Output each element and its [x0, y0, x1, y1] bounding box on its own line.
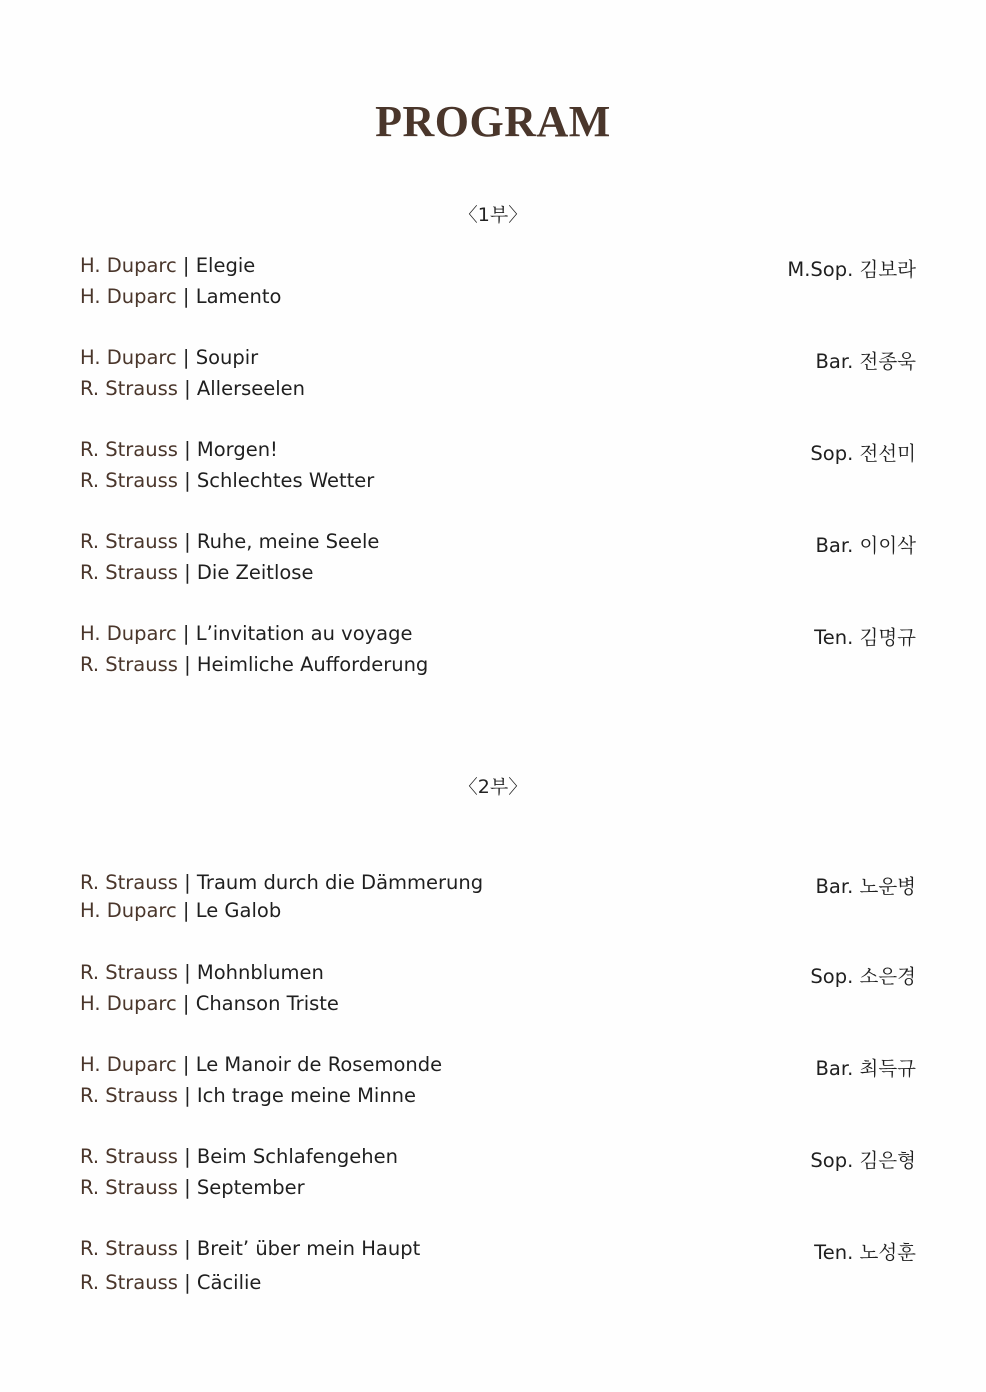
- piece-title: Schlechtes Wetter: [196, 469, 375, 492]
- program-item: [80, 1271, 916, 1301]
- program-item: [80, 254, 916, 284]
- separator: |: [177, 1176, 197, 1199]
- piece-entry: [80, 1237, 420, 1260]
- performer-name: Bar. 노운병: [815, 875, 916, 898]
- page-title: PROGRAM: [375, 97, 611, 146]
- program-item: [80, 899, 916, 929]
- piece-title: Morgen!: [196, 438, 278, 461]
- performer-name: Bar. 전종욱: [815, 350, 916, 373]
- composer-name: R. Strauss: [80, 561, 178, 584]
- piece-entry: [80, 346, 258, 369]
- piece-entry: [80, 1145, 398, 1168]
- separator: |: [177, 871, 197, 894]
- composer-name: H. Duparc: [80, 1053, 177, 1076]
- piece-title: Cäcilie: [196, 1271, 262, 1294]
- piece-entry: [80, 1271, 261, 1294]
- separator: |: [177, 438, 197, 461]
- piece-title: Ruhe, meine Seele: [196, 530, 380, 553]
- piece-title: Chanson Triste: [195, 992, 339, 1015]
- separator: |: [176, 254, 196, 277]
- program-item: [80, 622, 916, 652]
- composer-name: H. Duparc: [80, 992, 177, 1015]
- piece-entry: [80, 1176, 305, 1199]
- performer-name: Ten. 노성훈: [814, 1241, 916, 1264]
- composer-name: R. Strauss: [80, 871, 178, 894]
- separator: |: [177, 1237, 197, 1260]
- composer-name: R. Strauss: [80, 1084, 178, 1107]
- separator: |: [177, 961, 197, 984]
- program-item: [80, 377, 916, 407]
- composer-name: H. Duparc: [80, 622, 177, 645]
- piece-title: Le Manoir de Rosemonde: [195, 1053, 443, 1076]
- piece-entry: [80, 285, 281, 308]
- composer-name: R. Strauss: [80, 1237, 178, 1260]
- separator: |: [177, 1084, 197, 1107]
- piece-entry: [80, 871, 483, 894]
- piece-title: Mohnblumen: [196, 961, 324, 984]
- composer-name: H. Duparc: [80, 285, 177, 308]
- composer-name: R. Strauss: [80, 961, 178, 984]
- performer-name: Sop. 소은경: [810, 965, 916, 988]
- piece-title: Heimliche Aufforderung: [196, 653, 429, 676]
- piece-entry: [80, 899, 281, 922]
- part-2-title: 〈2부〉: [458, 776, 528, 798]
- program-item: [80, 346, 916, 376]
- separator: |: [176, 346, 196, 369]
- separator: |: [177, 653, 197, 676]
- piece-entry: [80, 254, 255, 277]
- piece-title: Elegie: [195, 254, 256, 277]
- piece-title: L’invitation au voyage: [195, 622, 413, 645]
- program-item: [80, 1237, 916, 1267]
- program-item: [80, 961, 916, 991]
- program-item: [80, 285, 916, 315]
- composer-name: H. Duparc: [80, 346, 177, 369]
- piece-title: Le Galob: [195, 899, 282, 922]
- separator: |: [177, 1271, 197, 1294]
- separator: |: [177, 530, 197, 553]
- separator: |: [176, 899, 196, 922]
- program-item: [80, 1053, 916, 1083]
- composer-name: R. Strauss: [80, 1271, 178, 1294]
- program-item: [80, 1084, 916, 1114]
- separator: |: [177, 469, 197, 492]
- piece-title: Lamento: [195, 285, 282, 308]
- composer-name: R. Strauss: [80, 1145, 178, 1168]
- piece-entry: [80, 1084, 416, 1107]
- program-item: [80, 469, 916, 499]
- separator: |: [177, 377, 197, 400]
- separator: |: [176, 622, 196, 645]
- piece-entry: [80, 1053, 442, 1076]
- separator: |: [177, 561, 197, 584]
- program-item: [80, 871, 916, 901]
- composer-name: R. Strauss: [80, 530, 178, 553]
- part-1-title: 〈1부〉: [458, 204, 528, 226]
- program-item: [80, 1176, 916, 1206]
- piece-title: September: [196, 1176, 305, 1199]
- program-item: [80, 438, 916, 468]
- piece-title: Allerseelen: [196, 377, 306, 400]
- performer-name: Bar. 이이삭: [815, 534, 916, 557]
- performer-name: Bar. 최득규: [815, 1057, 916, 1080]
- performer-name: M.Sop. 김보라: [787, 258, 916, 281]
- piece-entry: [80, 622, 413, 645]
- performer-name: Sop. 김은형: [810, 1149, 916, 1172]
- composer-name: R. Strauss: [80, 653, 178, 676]
- piece-title: Breit’ über mein Haupt: [196, 1237, 421, 1260]
- composer-name: H. Duparc: [80, 899, 177, 922]
- piece-title: Traum durch die Dämmerung: [196, 871, 484, 894]
- program-item: [80, 561, 916, 591]
- program-item: [80, 1145, 916, 1175]
- piece-entry: [80, 377, 305, 400]
- piece-title: Ich trage meine Minne: [196, 1084, 417, 1107]
- piece-title: Die Zeitlose: [196, 561, 314, 584]
- piece-entry: [80, 469, 374, 492]
- composer-name: H. Duparc: [80, 254, 177, 277]
- separator: |: [177, 1145, 197, 1168]
- program-item: [80, 653, 916, 683]
- separator: |: [176, 285, 196, 308]
- composer-name: R. Strauss: [80, 438, 178, 461]
- piece-entry: [80, 438, 278, 461]
- piece-entry: [80, 561, 313, 584]
- program-item: [80, 992, 916, 1022]
- composer-name: R. Strauss: [80, 469, 178, 492]
- separator: |: [176, 992, 196, 1015]
- piece-entry: [80, 992, 339, 1015]
- piece-title: Soupir: [195, 346, 259, 369]
- composer-name: R. Strauss: [80, 1176, 178, 1199]
- performer-name: Ten. 김명규: [814, 626, 916, 649]
- piece-entry: [80, 530, 379, 553]
- separator: |: [176, 1053, 196, 1076]
- piece-entry: [80, 961, 324, 984]
- piece-entry: [80, 653, 428, 676]
- program-item: [80, 530, 916, 560]
- performer-name: Sop. 전선미: [810, 442, 916, 465]
- piece-title: Beim Schlafengehen: [196, 1145, 399, 1168]
- composer-name: R. Strauss: [80, 377, 178, 400]
